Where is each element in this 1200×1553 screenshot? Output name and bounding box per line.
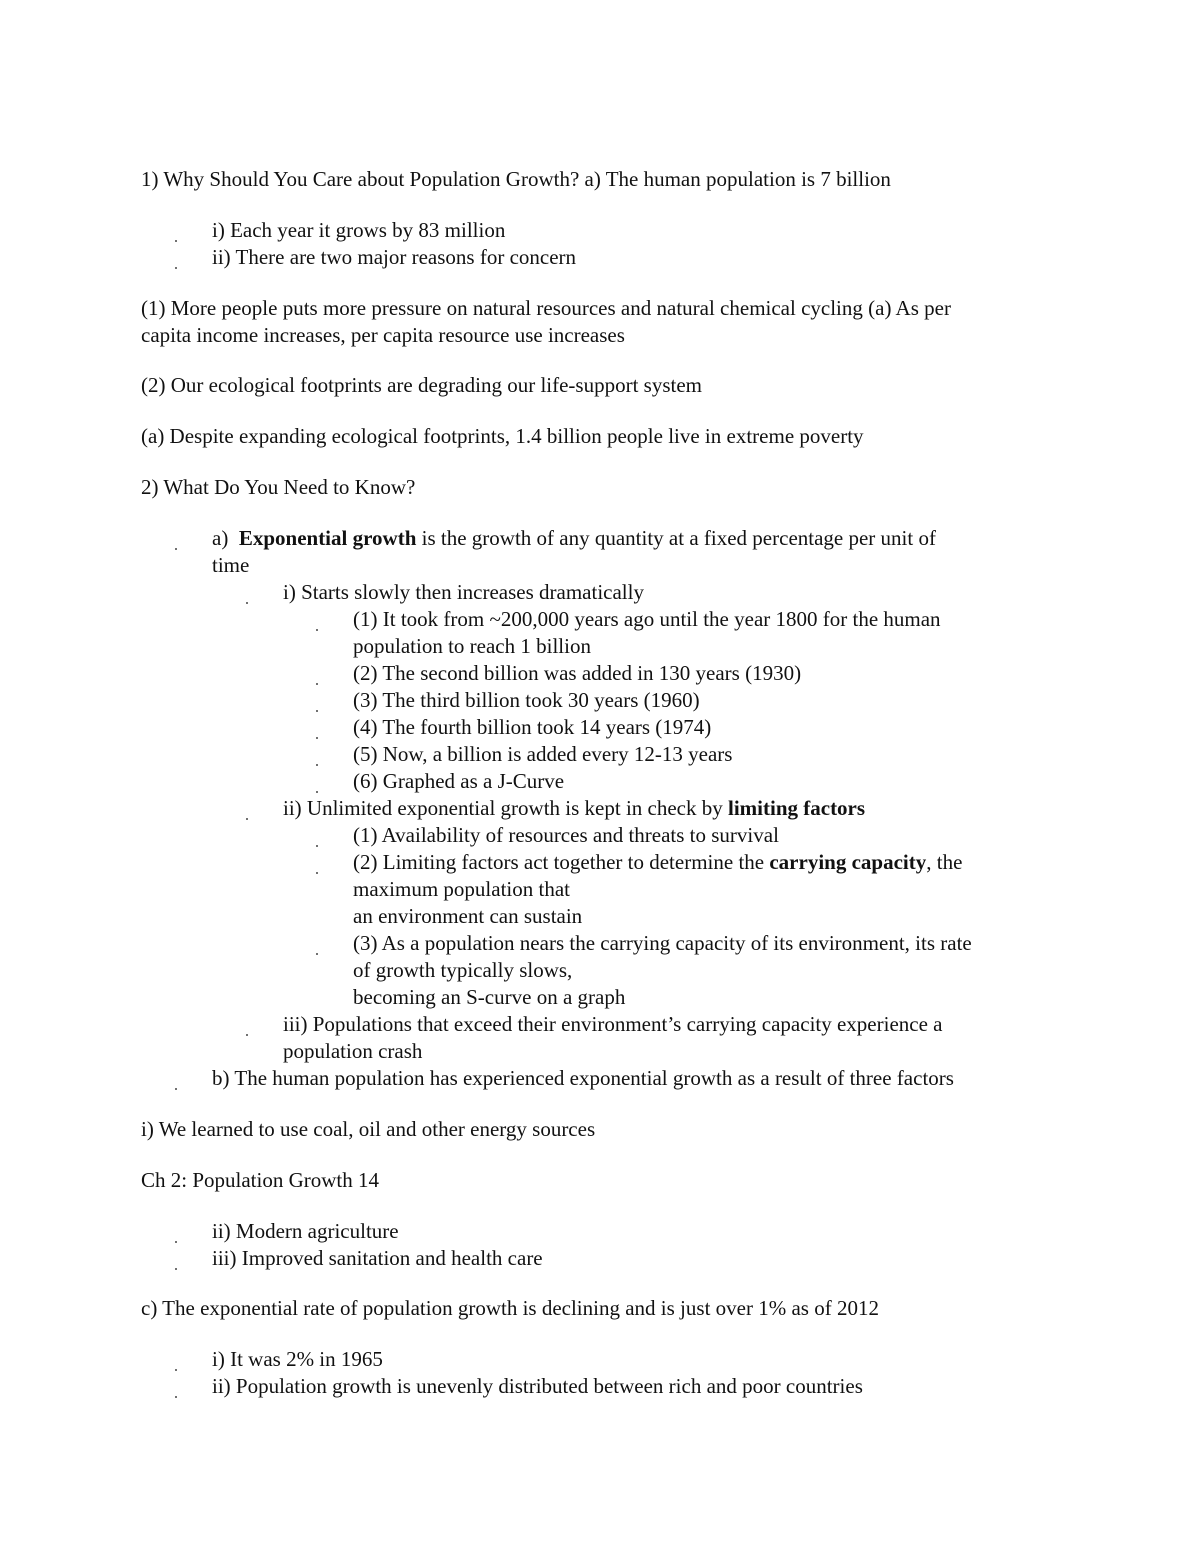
list-item-j-curve: (6) Graphed as a J-Curve bbox=[353, 769, 565, 793]
carrying-text: (2) Limiting factors act together to determine the bbox=[353, 850, 770, 874]
term-limiting-factors: limiting factors bbox=[728, 796, 866, 820]
page-footer-label: Ch 2: Population Growth 14 bbox=[141, 1168, 380, 1192]
limiting-text: ii) Unlimited exponential growth is kept in check by bbox=[283, 796, 728, 820]
list-item-uneven-growth: ii) Population growth is unevenly distributed between rich and poor countries bbox=[212, 1374, 863, 1398]
bullet-marker bbox=[175, 1396, 177, 1398]
bullet-marker bbox=[246, 818, 248, 820]
list-item-sanitation: iii) Improved sanitation and health care bbox=[212, 1246, 543, 1270]
bullet-marker bbox=[316, 683, 318, 685]
bullet-marker bbox=[316, 710, 318, 712]
list-item-three-factors: b) The human population has experienced exponential growth as a result of three factors bbox=[212, 1066, 954, 1090]
paragraph-rate-declining: c) The exponential rate of population growth is declining and is just over 1% as of 2012 bbox=[141, 1296, 879, 1320]
list-item-exponential-growth-cont: time bbox=[212, 553, 250, 577]
list-item-s-curve: (3) As a population nears the carrying capacity of its environment, its rate bbox=[353, 931, 972, 955]
list-item-carrying-capacity-cont2: an environment can sustain bbox=[353, 904, 583, 928]
list-item-modern-agriculture: ii) Modern agriculture bbox=[212, 1219, 399, 1243]
term-exponential-growth: Exponential growth bbox=[238, 526, 417, 550]
list-label: a) bbox=[212, 526, 229, 550]
paragraph-more-people: (1) More people puts more pressure on natural resources and natural chemical cycling (a) As per bbox=[141, 296, 951, 320]
list-item-fourth-billion: (4) The fourth billion took 14 years (1974) bbox=[353, 715, 712, 739]
paragraph-more-people-cont: capita income increases, per capita resource use increases bbox=[141, 323, 625, 347]
carrying-rest: , the bbox=[926, 850, 963, 874]
list-item-population-crash-cont: population crash bbox=[283, 1039, 423, 1063]
list-item-first-billion-cont: population to reach 1 billion bbox=[353, 634, 591, 658]
list-item-limiting-factors bbox=[283, 795, 865, 822]
bullet-marker bbox=[316, 845, 318, 847]
bullet-marker bbox=[316, 737, 318, 739]
list-item-two-reasons: ii) There are two major reasons for concern bbox=[212, 245, 577, 269]
bullet-marker bbox=[316, 953, 318, 955]
list-item-starts-slowly: i) Starts slowly then increases dramatically bbox=[283, 580, 644, 604]
term-carrying-capacity: carrying capacity bbox=[769, 850, 927, 874]
list-item-each-year: i) Each year it grows by 83 million bbox=[212, 218, 506, 242]
list-item-third-billion: (3) The third billion took 30 years (1960) bbox=[353, 688, 700, 712]
paragraph-poverty: (a) Despite expanding ecological footprints, 1.4 billion people live in extreme poverty bbox=[141, 424, 864, 448]
definition-text: is the growth of any quantity at a fixed percentage per unit of bbox=[416, 526, 936, 550]
bullet-marker bbox=[316, 872, 318, 874]
list-item-population-crash: iii) Populations that exceed their environment’s carrying capacity experience a bbox=[283, 1012, 943, 1036]
bullet-marker bbox=[175, 1241, 177, 1243]
list-item-first-billion: (1) It took from ~200,000 years ago until the year 1800 for the human bbox=[353, 607, 941, 631]
list-item-second-billion: (2) The second billion was added in 130 years (1930) bbox=[353, 661, 802, 685]
list-item-exponential-growth bbox=[212, 525, 936, 552]
bullet-marker bbox=[175, 1268, 177, 1270]
bullet-marker bbox=[175, 1369, 177, 1371]
list-item-availability: (1) Availability of resources and threats to survival bbox=[353, 823, 779, 847]
bullet-marker bbox=[175, 267, 177, 269]
heading-what-to-know: 2) What Do You Need to Know? bbox=[141, 475, 416, 499]
paragraph-footprints: (2) Our ecological footprints are degrading our life-support system bbox=[141, 373, 703, 397]
heading-why-care: 1) Why Should You Care about Population Growth? a) The human population is 7 billion bbox=[141, 167, 891, 191]
bullet-marker bbox=[316, 629, 318, 631]
bullet-marker bbox=[246, 1034, 248, 1036]
bullet-marker bbox=[246, 602, 248, 604]
list-item-s-curve-cont: of growth typically slows, bbox=[353, 958, 573, 982]
list-item-s-curve-cont2: becoming an S-curve on a graph bbox=[353, 985, 626, 1009]
list-item-carrying-capacity bbox=[353, 849, 962, 876]
bullet-marker bbox=[175, 548, 177, 550]
bullet-marker bbox=[175, 240, 177, 242]
paragraph-energy-sources: i) We learned to use coal, oil and other energy sources bbox=[141, 1117, 596, 1141]
bullet-marker bbox=[316, 764, 318, 766]
list-item-two-percent: i) It was 2% in 1965 bbox=[212, 1347, 383, 1371]
bullet-marker bbox=[316, 791, 318, 793]
list-item-carrying-capacity-cont: maximum population that bbox=[353, 877, 570, 901]
list-item-billion-every: (5) Now, a billion is added every 12-13 years bbox=[353, 742, 733, 766]
bullet-marker bbox=[175, 1088, 177, 1090]
